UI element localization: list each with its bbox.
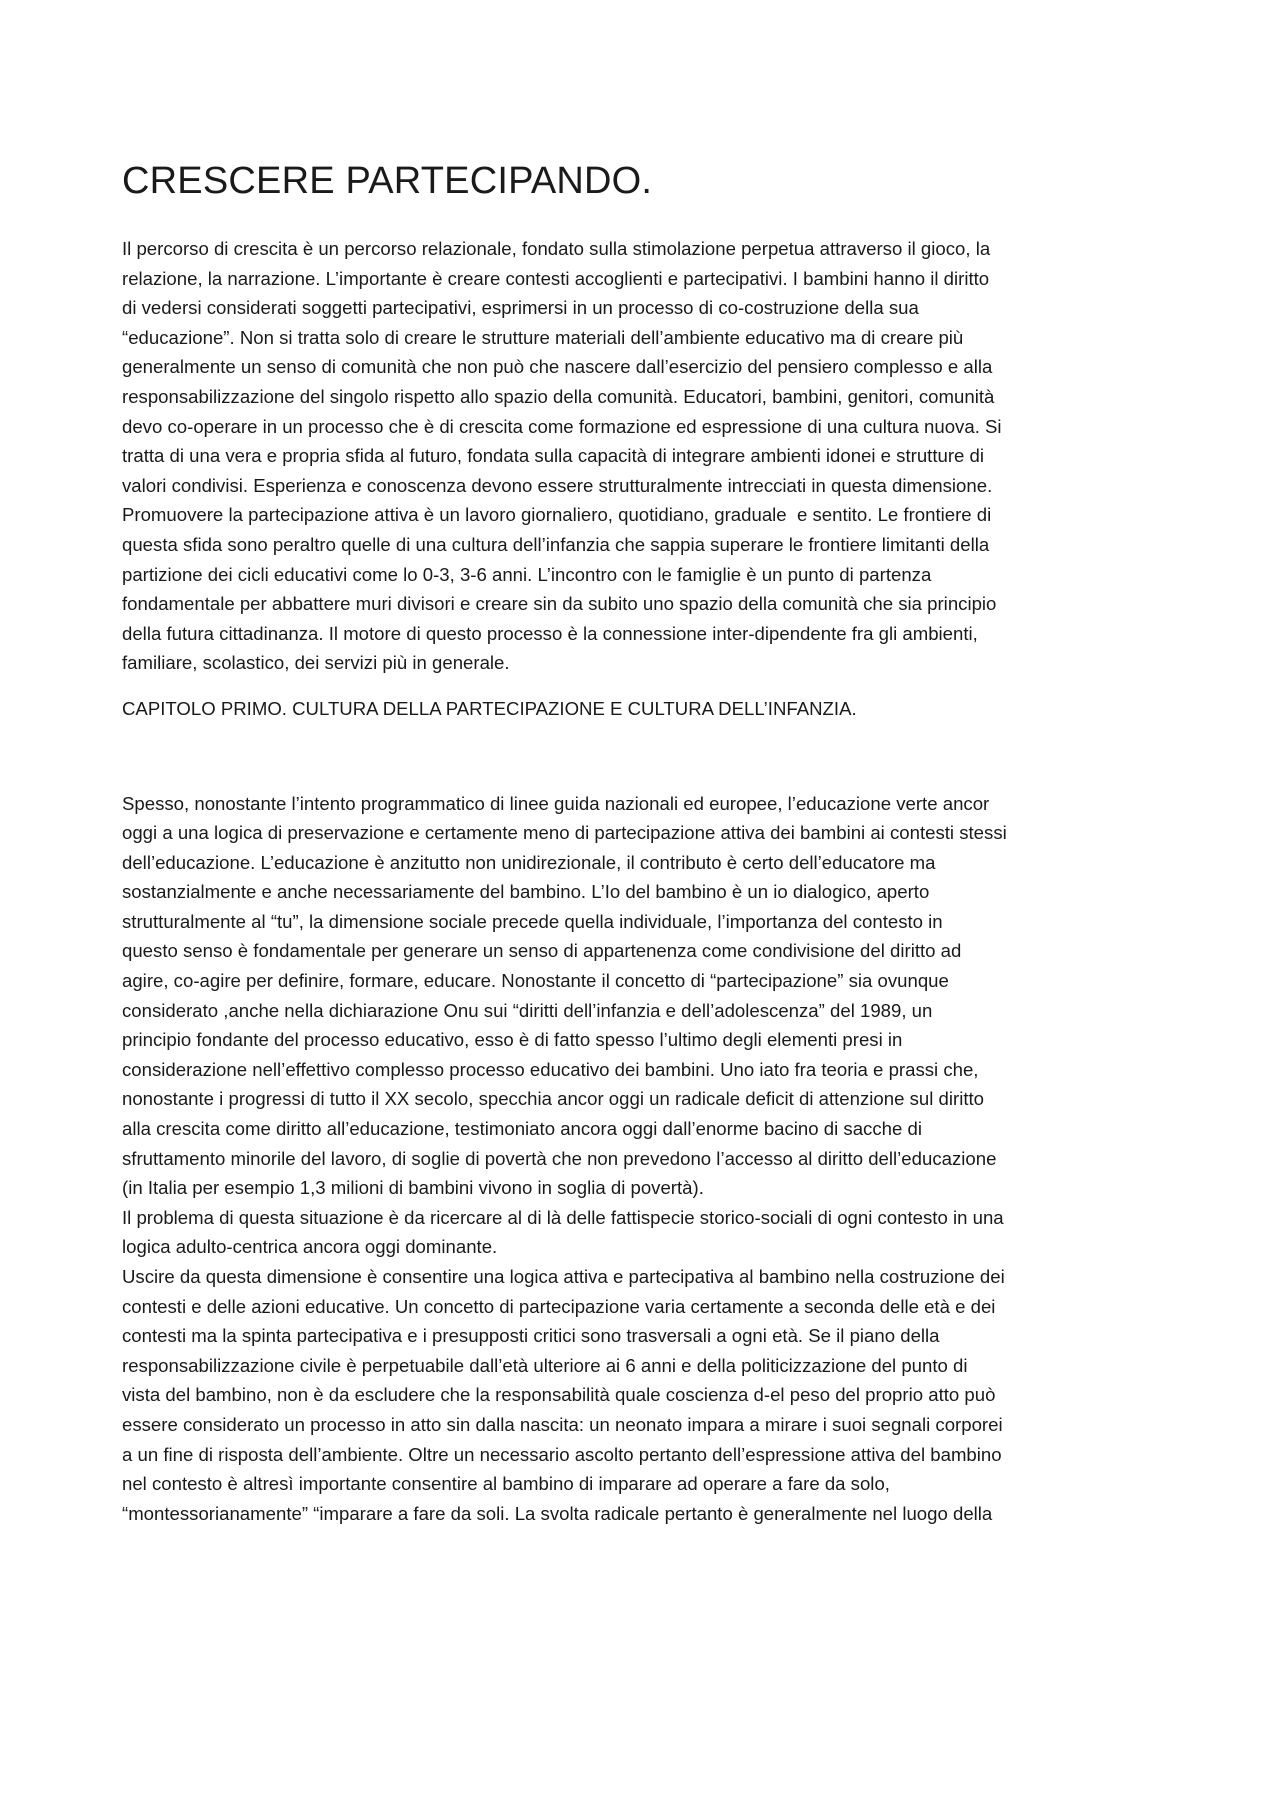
text-line: sfruttamento minorile del lavoro, di soglie di povertà che non prevedono l’accesso al diritto dell’educazione bbox=[122, 1147, 997, 1169]
text-line: tratta di una vera e propria sfida al futuro, fondata sulla capacità di integrare ambienti idonei e strutture di bbox=[122, 445, 985, 467]
document-title: CRESCERE PARTECIPANDO. bbox=[122, 160, 653, 202]
text-line: familiare, scolastico, dei servizi più in generale. bbox=[122, 652, 510, 674]
text-line: partizione dei cicli educativi come lo 0-3, 3-6 anni. L’incontro con le famiglie è un punto di partenza bbox=[122, 563, 932, 585]
text-line: di vedersi considerati soggetti partecipativi, esprimersi in un processo di co-costruzione della sua bbox=[122, 297, 919, 319]
text-line: nel contesto è altresì importante consentire al bambino di imparare ad operare a fare da solo, bbox=[122, 1473, 890, 1495]
text-line: devo co-operare in un processo che è di crescita come formazione ed espressione di una cultura nuova. Si bbox=[122, 415, 1002, 437]
text-line: responsabilizzazione civile è perpetuabile dall’età ulteriore ai 6 anni e della politicizzazione del punto di bbox=[122, 1354, 968, 1376]
text-line: “montessorianamente” “imparare a fare da soli. La svolta radicale pertanto è generalmente nel luogo della bbox=[122, 1502, 993, 1524]
text-line: Promuovere la partecipazione attiva è un lavoro giornaliero, quotidiano, graduale e sentito. Le frontiere di bbox=[122, 504, 992, 526]
text-line: alla crescita come diritto all’educazione, testimoniato ancora oggi dall’enorme bacino di sacche di bbox=[122, 1118, 922, 1140]
text-line: considerazione nell’effettivo complesso processo educativo dei bambini. Uno iato fra teoria e prassi che, bbox=[122, 1058, 979, 1080]
text-line: generalmente un senso di comunità che non può che nascere dall’esercizio del pensiero complesso e alla bbox=[122, 356, 993, 378]
chapter-heading: CAPITOLO PRIMO. CULTURA DELLA PARTECIPAZIONE E CULTURA DELL’INFANZIA. bbox=[122, 697, 857, 719]
text-line: Il problema di questa situazione è da ricercare al di là delle fattispecie storico-sociali di ogni contesto in una bbox=[122, 1206, 1004, 1228]
text-line: agire, co-agire per definire, formare, educare. Nonostante il concetto di “partecipazione” sia ovunque bbox=[122, 970, 949, 992]
text-line: responsabilizzazione del singolo rispetto allo spazio della comunità. Educatori, bambini, genitori, comunità bbox=[122, 385, 995, 407]
text-line: fondamentale per abbattere muri divisori e creare sin da subito uno spazio della comunità che sia principio bbox=[122, 593, 997, 615]
text-line: questo senso è fondamentale per generare un senso di appartenenza come condivisione del diritto ad bbox=[122, 940, 962, 962]
text-line: Uscire da questa dimensione è consentire una logica attiva e partecipativa al bambino nella costruzione dei bbox=[122, 1266, 1005, 1287]
text-line: relazione, la narrazione. L’importante è creare contesti accoglienti e partecipativi. I bambini hanno il diritto bbox=[122, 267, 990, 289]
body-paragraph bbox=[122, 789, 1182, 1529]
text-line: nonostante i progressi di tutto il XX secolo, specchia ancor oggi un radicale deficit di attenzione sul diritto bbox=[122, 1088, 985, 1110]
text-line: Spesso, nonostante l’intento programmatico di linee guida nazionali ed europee, l’educazione verte ancor bbox=[122, 792, 990, 814]
text-line: strutturalmente al “tu”, la dimensione sociale precede quella individuale, l’importanza del contesto in bbox=[122, 910, 943, 932]
text-line: considerato ,anche nella dichiarazione Onu sui “diritti dell’infanzia e dell’adolescenza” del 1989, un bbox=[122, 999, 933, 1021]
text-line: contesti ma la spinta partecipativa e i presupposti critici sono trasversali a ogni età. Se il piano della bbox=[122, 1325, 940, 1347]
text-line: sostanzialmente e anche necessariamente del bambino. L’Io del bambino è un io dialogico, aperto bbox=[122, 881, 930, 903]
text-line: principio fondante del processo educativo, esso è di fatto spesso l’ultimo degli elementi presi in bbox=[122, 1029, 903, 1051]
text-line: vista del bambino, non è da escludere che la responsabilità quale coscienza d-el peso del proprio atto può bbox=[122, 1384, 996, 1406]
text-line: Il percorso di crescita è un percorso relazionale, fondato sulla stimolazione perpetua attraverso il gioco, la bbox=[122, 238, 991, 259]
text-line: dell’educazione. L’educazione è anzitutto non unidirezionale, il contributo è certo dell’educatore ma bbox=[122, 851, 936, 873]
spacer bbox=[122, 724, 1182, 789]
text-line: a un fine di risposta dell’ambiente. Oltre un necessario ascolto pertanto dell’espressione attiva del bambino bbox=[122, 1443, 1002, 1465]
intro-paragraph bbox=[122, 234, 1182, 678]
text-line: della futura cittadinanza. Il motore di questo processo è la connessione inter-dipendente fra gli ambienti, bbox=[122, 622, 978, 644]
text-line: logica adulto-centrica ancora oggi dominante. bbox=[122, 1236, 498, 1258]
document-page bbox=[122, 158, 1182, 1528]
text-line: contesti e delle azioni educative. Un concetto di partecipazione varia certamente a seconda delle età e dei bbox=[122, 1295, 996, 1317]
text-line: essere considerato un processo in atto sin dalla nascita: un neonato impara a mirare i suoi segnali corporei bbox=[122, 1413, 1003, 1435]
text-line: (in Italia per esempio 1,3 milioni di bambini vivono in soglia di povertà). bbox=[122, 1177, 704, 1199]
text-line: questa sfida sono peraltro quelle di una cultura dell’infanzia che sappia superare le frontiere limitanti della bbox=[122, 533, 990, 555]
text-line: valori condivisi. Esperienza e conoscenza devono essere strutturalmente intrecciati in questa dimensione. bbox=[122, 474, 993, 496]
text-line: oggi a una logica di preservazione e certamente meno di partecipazione attiva dei bambini ai contesti stessi bbox=[122, 822, 1007, 844]
text-line: “educazione”. Non si tratta solo di creare le strutture materiali dell’ambiente educativo ma di creare più bbox=[122, 326, 964, 348]
